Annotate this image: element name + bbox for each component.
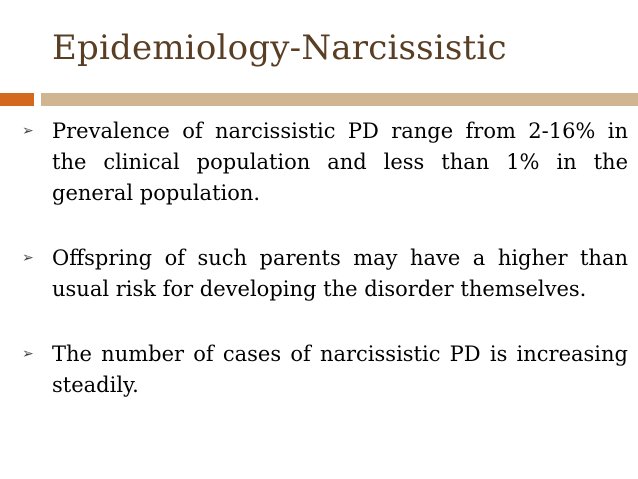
bullet-text: Prevalence of narcissistic PD range from 2-16% in the clinical population and less than 1% in the general population. (52, 119, 628, 205)
bullet-item (0, 339, 638, 401)
bullet-item (0, 243, 638, 305)
bullet-item (0, 116, 638, 209)
slide-title: Epidemiology-Narcissistic (52, 28, 507, 68)
arrow-bullet-icon: ➢ (22, 346, 34, 362)
bullet-text: Offspring of such parents may have a higher than usual risk for developing the disorder themselves. (52, 246, 628, 301)
bullet-list (0, 116, 638, 401)
arrow-bullet-icon: ➢ (22, 123, 34, 139)
title-accent-bar (0, 93, 34, 106)
bullet-text: The number of cases of narcissistic PD is increasing steadily. (52, 342, 628, 397)
title-underline-bar (41, 93, 638, 106)
arrow-bullet-icon: ➢ (22, 250, 34, 266)
